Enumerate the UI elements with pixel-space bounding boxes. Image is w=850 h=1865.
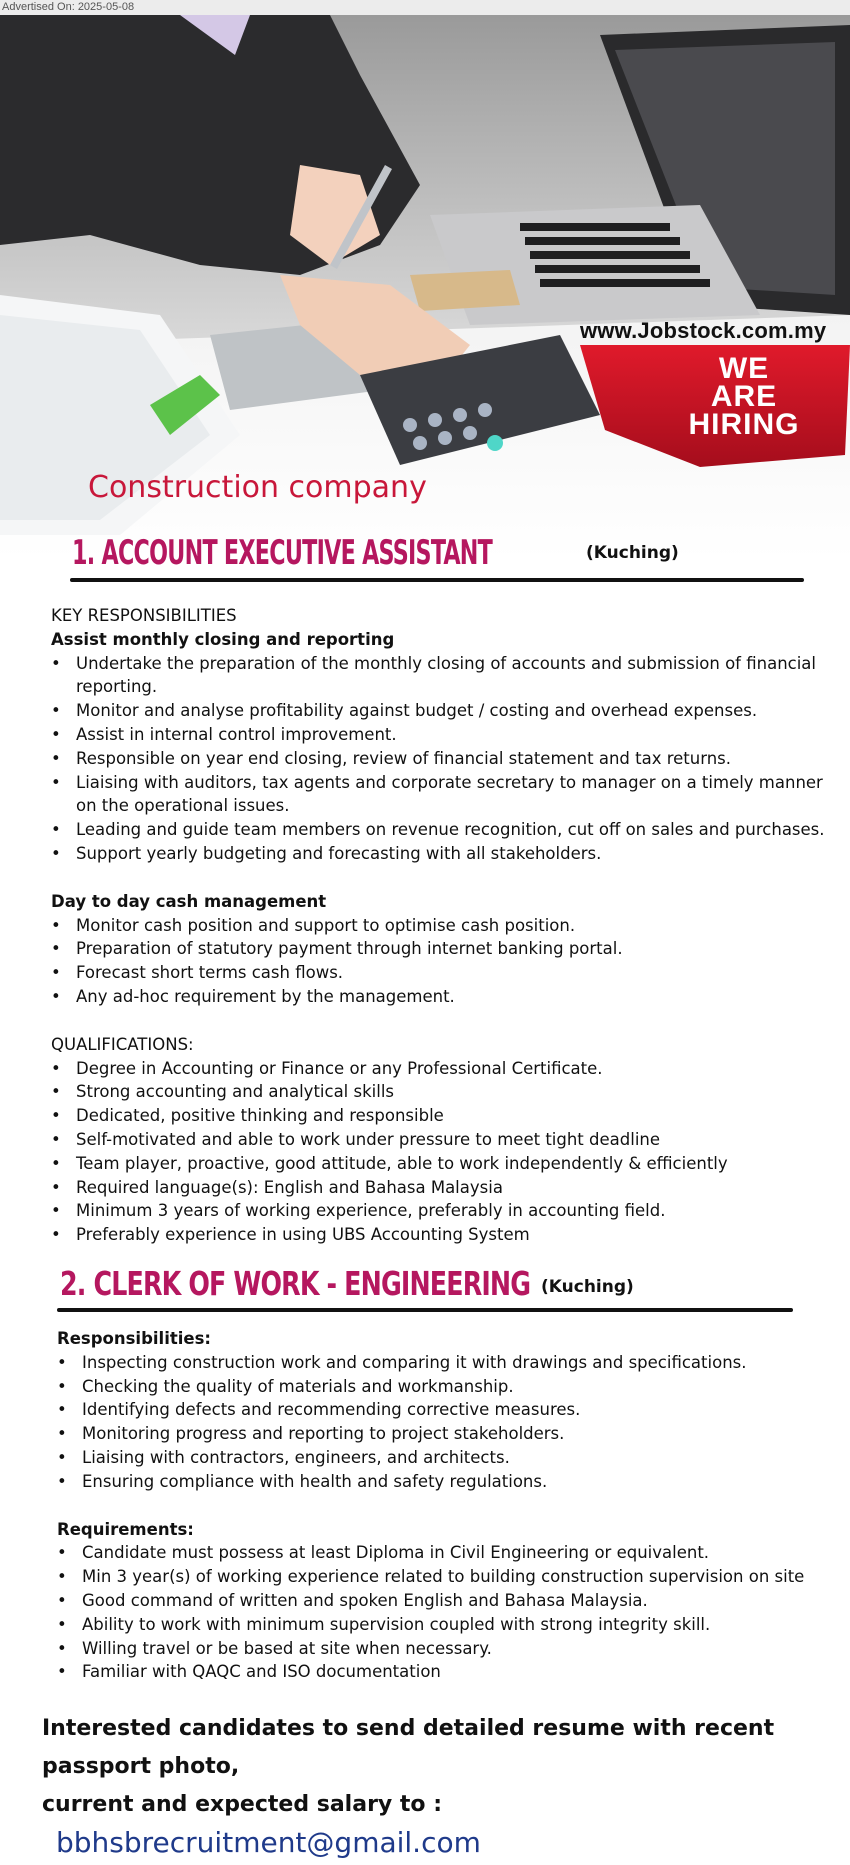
job1-location: (Kuching) bbox=[586, 543, 679, 563]
list-item: • Responsible on year end closing, review of financial statement and tax returns. bbox=[51, 747, 841, 771]
company-name: Construction company bbox=[88, 470, 427, 505]
list-item: • Forecast short terms cash flows. bbox=[51, 961, 841, 985]
list-item: • Strong accounting and analytical skills bbox=[51, 1080, 841, 1104]
qualifications-heading: QUALIFICATIONS: bbox=[51, 1034, 194, 1054]
requirements-heading: Requirements: bbox=[57, 1519, 194, 1539]
list-item: • Assist in internal control improvement. bbox=[51, 723, 841, 747]
list-item: • Willing travel or be based at site when necessary. bbox=[57, 1637, 842, 1661]
list-item: • Liaising with contractors, engineers, and architects. bbox=[57, 1446, 842, 1470]
list-item: • Any ad-hoc requirement by the management. bbox=[51, 985, 841, 1009]
list-item: • Leading and guide team members on revenue recognition, cut off on sales and purchases. bbox=[51, 818, 841, 842]
job2-location: (Kuching) bbox=[541, 1277, 634, 1297]
footer-line-2-text: current and expected salary to : bbox=[42, 1792, 443, 1817]
list-item: • Familiar with QAQC and ISO documentation bbox=[57, 1660, 842, 1684]
monthly-closing-heading: Assist monthly closing and reporting bbox=[51, 629, 395, 649]
list-item: • Inspecting construction work and comparing it with drawings and specifications. bbox=[57, 1351, 842, 1375]
list-item: • Liaising with auditors, tax agents and corporate secretary to manager on a timely manner on the operational issues. bbox=[51, 771, 841, 819]
list-item: • Preferably experience in using UBS Accounting System bbox=[51, 1223, 841, 1247]
list-item: • Degree in Accounting or Finance or any Professional Certificate. bbox=[51, 1057, 841, 1081]
list-item: • Monitoring progress and reporting to project stakeholders. bbox=[57, 1422, 842, 1446]
list-item: • Dedicated, positive thinking and responsible bbox=[51, 1104, 841, 1128]
list-item: • Identifying defects and recommending corrective measures. bbox=[57, 1398, 842, 1422]
list-item: • Good command of written and spoken English and Bahasa Malaysia. bbox=[57, 1589, 842, 1613]
requirements-list bbox=[57, 1541, 842, 1684]
list-item: • Min 3 year(s) of working experience related to building construction supervision on site bbox=[57, 1565, 842, 1589]
cash-management-list bbox=[51, 914, 841, 1009]
job2-divider bbox=[57, 1308, 793, 1312]
advertised-date: Advertised On: 2025-05-08 bbox=[0, 0, 850, 15]
list-item: • Team player, proactive, good attitude, able to work independently & efficiently bbox=[51, 1152, 841, 1176]
hiring-banner-line: HIRING bbox=[688, 408, 800, 441]
footer-line-1: Interested candidates to send detailed resume with recent passport photo, bbox=[42, 1716, 775, 1779]
list-item: • Checking the quality of materials and workmanship. bbox=[57, 1375, 842, 1399]
list-item: • Support yearly budgeting and forecasting with all stakeholders. bbox=[51, 842, 841, 866]
job1-divider bbox=[70, 578, 804, 582]
contact-email[interactable]: bbhsbrecruitment@gmail.com bbox=[56, 1826, 481, 1859]
list-item: • Monitor cash position and support to optimise cash position. bbox=[51, 914, 841, 938]
job1-title: 1. ACCOUNT EXECUTIVE ASSISTANT bbox=[72, 533, 493, 573]
hiring-banner-line: WE bbox=[718, 352, 770, 385]
list-item: • Ability to work with minimum supervision coupled with strong integrity skill. bbox=[57, 1613, 842, 1637]
responsibilities-heading: Responsibilities: bbox=[57, 1329, 212, 1348]
list-item: • Preparation of statutory payment through internet banking portal. bbox=[51, 937, 841, 961]
footer-line-2 bbox=[42, 1786, 850, 1865]
cash-management-heading: Day to day cash management bbox=[51, 891, 327, 911]
list-item: • Self-motivated and able to work under pressure to meet tight deadline bbox=[51, 1128, 841, 1152]
list-item: • Required language(s): English and Bahasa Malaysia bbox=[51, 1176, 841, 1200]
list-item: • Minimum 3 years of working experience, preferably in accounting field. bbox=[51, 1199, 841, 1223]
list-item: • Undertake the preparation of the monthly closing of accounts and submission of financial reporting. bbox=[51, 652, 841, 700]
qualifications-list bbox=[51, 1057, 841, 1247]
key-responsibilities-heading: KEY RESPONSIBILITIES bbox=[51, 606, 237, 625]
hiring-banner-line: ARE bbox=[710, 380, 778, 413]
hiring-banner bbox=[580, 352, 848, 441]
list-item: • Monitor and analyse profitability against budget / costing and overhead expenses. bbox=[51, 699, 841, 723]
application-instructions bbox=[42, 1710, 850, 1865]
website-url: www.Jobstock.com.my bbox=[580, 318, 827, 343]
list-item: • Ensuring compliance with health and safety regulations. bbox=[57, 1470, 842, 1494]
job2-title: 2. CLERK OF WORK - ENGINEERING bbox=[60, 1264, 531, 1303]
responsibilities-list bbox=[57, 1351, 842, 1494]
monthly-closing-list bbox=[51, 652, 841, 866]
list-item: • Candidate must possess at least Diploma in Civil Engineering or equivalent. bbox=[57, 1541, 842, 1565]
job1-details bbox=[51, 604, 841, 1247]
job2-details bbox=[57, 1327, 842, 1684]
